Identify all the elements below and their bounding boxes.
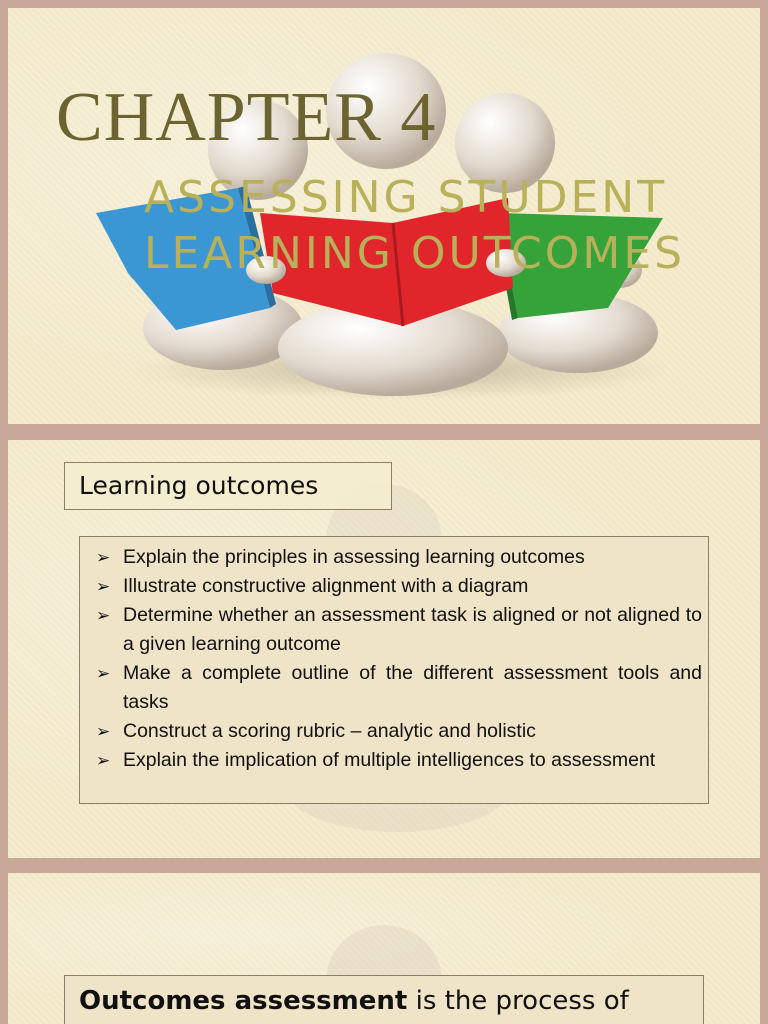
learning-outcomes-list [92, 543, 702, 775]
arrow-bullet-icon: ➢ [96, 577, 111, 596]
arrow-bullet-icon: ➢ [96, 722, 111, 741]
list-item [92, 746, 702, 775]
learning-outcomes-slide [8, 440, 760, 858]
list-item-text: Make a complete outline of the different assessment tools and tasks [123, 662, 702, 713]
outcomes-assessment-definition [64, 975, 704, 1024]
list-item-text: Explain the principles in assessing learning outcomes [123, 546, 585, 568]
outcomes-assessment-slide [8, 873, 760, 1024]
title-slide [8, 8, 760, 424]
list-item [92, 601, 702, 659]
list-item [92, 717, 702, 746]
list-item-text: Illustrate constructive alignment with a diagram [123, 575, 529, 597]
arrow-bullet-icon: ➢ [96, 548, 111, 567]
learning-outcomes-box [79, 536, 709, 804]
learning-outcomes-heading: Learning outcomes [64, 462, 392, 510]
list-item [92, 572, 702, 601]
list-item-text: Determine whether an assessment task is aligned or not aligned to a given learning outcome [123, 604, 702, 655]
arrow-bullet-icon: ➢ [96, 606, 111, 625]
list-item-text: Explain the implication of multiple intelligences to assessment [123, 749, 656, 771]
arrow-bullet-icon: ➢ [96, 751, 111, 770]
definition-term: Outcomes assessment [79, 986, 408, 1016]
definition-text: is the process of [407, 986, 629, 1016]
list-item [92, 659, 702, 717]
chapter-title: CHAPTER 4 [56, 79, 437, 156]
chapter-subtitle: ASSESSING STUDENT LEARNING OUTCOMES [144, 172, 686, 279]
list-item [92, 543, 702, 572]
list-item-text: Construct a scoring rubric – analytic and holistic [123, 720, 536, 742]
arrow-bullet-icon: ➢ [96, 664, 111, 683]
